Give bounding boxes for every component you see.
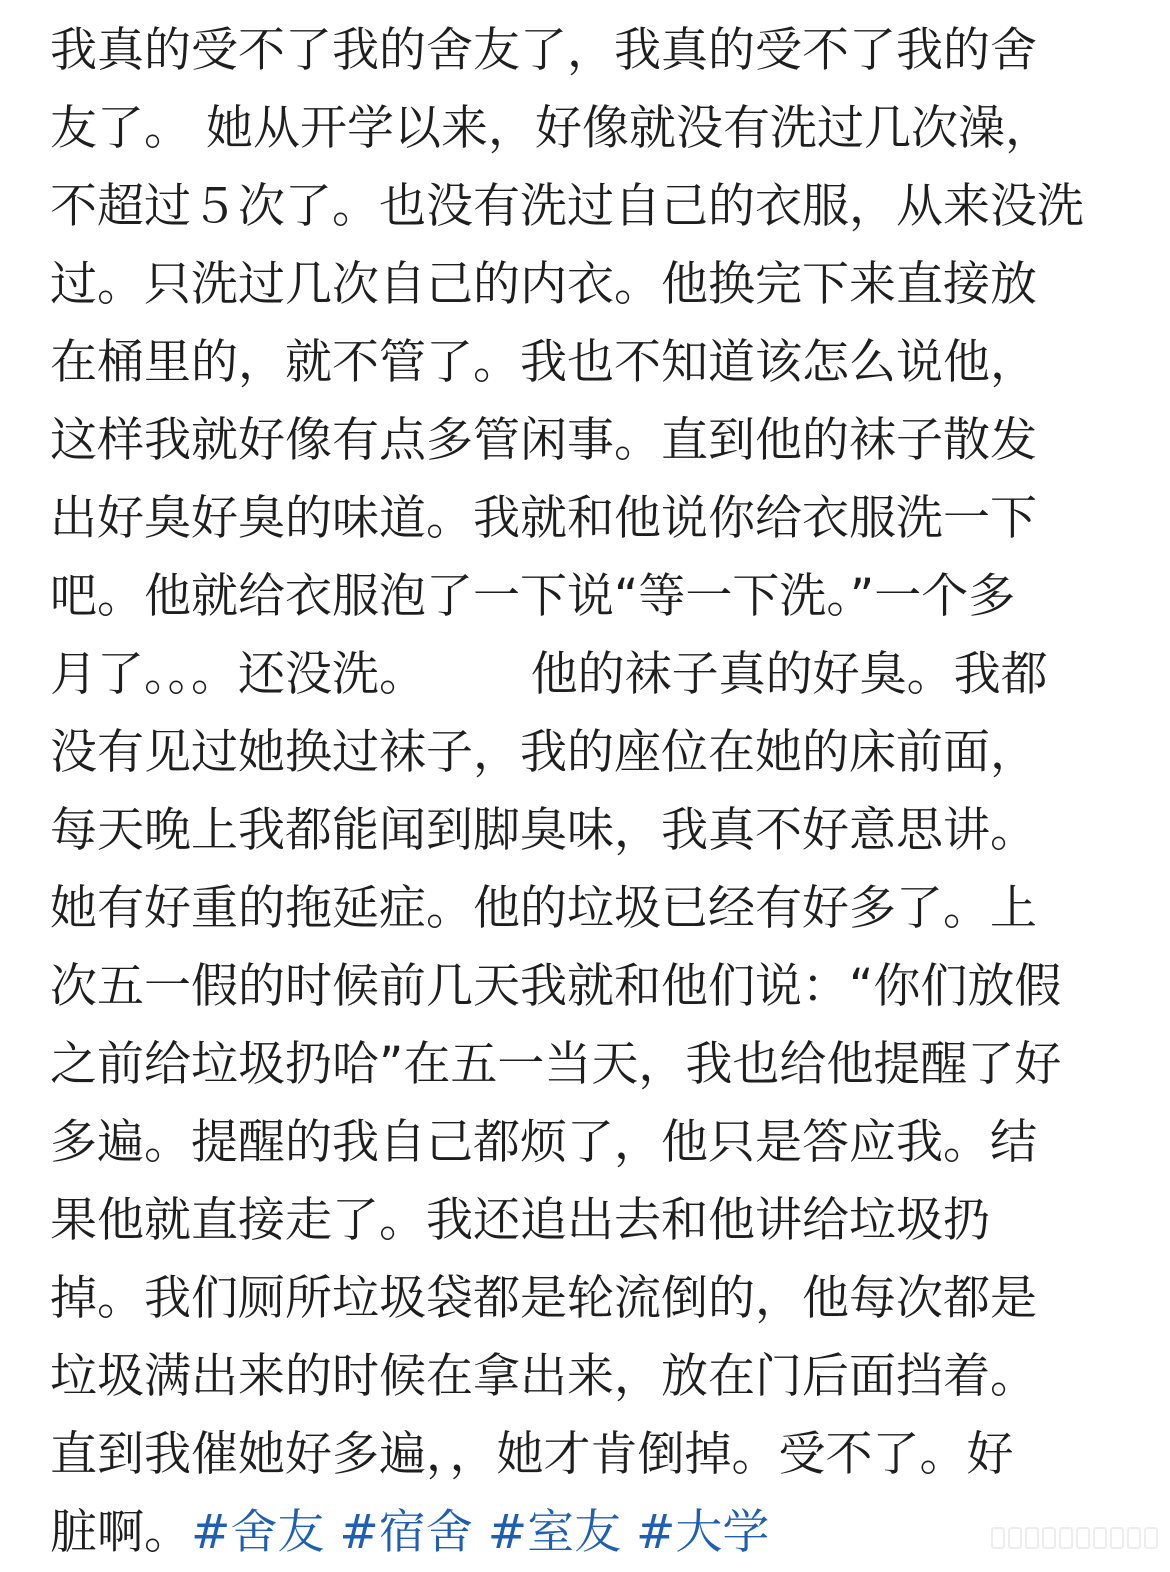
- hashtag-link[interactable]: #宿舍: [339, 1505, 473, 1560]
- post-text-tail: 脏啊。: [50, 1505, 191, 1560]
- post-text-line: 在桶里的，就不管了。我也不知道该怎么说他，: [50, 335, 1037, 390]
- post-text-line: 月了。。。还没洗。 他的袜子真的好臭。我都: [50, 647, 1048, 702]
- post-body: [50, 12, 1125, 1572]
- watermark-glyph: [1110, 1527, 1124, 1549]
- watermark-glyph: [1144, 1527, 1158, 1549]
- hashtag-link[interactable]: #室友: [487, 1505, 622, 1560]
- post-text-line: 过。只洗过几次自己的内衣。他换完下来直接放: [50, 257, 1037, 312]
- post-text-line: 出好臭好臭的味道。我就和他说你给衣服洗一下: [50, 491, 1037, 546]
- post-text-line: 我真的受不了我的舍友了，我真的受不了我的舍: [50, 23, 1037, 78]
- post-text-line: 果他就直接走了。我还追出去和他讲给垃圾扔: [50, 1193, 990, 1248]
- hashtag-link[interactable]: #大学: [636, 1505, 770, 1560]
- watermark: [958, 1521, 1158, 1555]
- watermark-glyph: [991, 1527, 1005, 1549]
- post-text-line: 多遍。提醒的我自己都烦了，他只是答应我。结: [50, 1115, 1037, 1170]
- watermark-glyph: [1059, 1527, 1073, 1549]
- post-text-line: 友了。 她从开学以来，好像就没有洗过几次澡，: [50, 101, 1052, 156]
- watermark-glyph: [1076, 1527, 1090, 1549]
- post-text-line: 没有见过她换过袜子，我的座位在她的床前面，: [50, 725, 1037, 780]
- post-text-line: 吧。他就给衣服泡了一下说“等一下洗。”一个多: [50, 569, 1016, 624]
- post-text-line: 不超过５次了。也没有洗过自己的衣服，从来没洗: [50, 179, 1084, 234]
- post-text-line: 之前给垃圾扔哈”在五一当天，我也给他提醒了好: [50, 1037, 1062, 1092]
- watermark-glyph: [1042, 1527, 1056, 1549]
- watermark-glyph: [1025, 1527, 1039, 1549]
- post-text-line: 她有好重的拖延症。他的垃圾已经有好多了。上: [50, 881, 1037, 936]
- watermark-glyph: [1093, 1527, 1107, 1549]
- hashtag-link[interactable]: #舍友: [191, 1505, 325, 1560]
- post-text-line: 垃圾满出来的时候在拿出来，放在门后面挡着。: [50, 1349, 1037, 1404]
- post-text-line: 掉。我们厕所垃圾袋都是轮流倒的，他每次都是: [50, 1271, 1037, 1326]
- post-text-line: 这样我就好像有点多管闲事。直到他的袜子散发: [50, 413, 1037, 468]
- watermark-glyph: [1008, 1527, 1022, 1549]
- post-text-line: 直到我催她好多遍，，她才肯倒掉。受不了。好: [50, 1427, 1014, 1482]
- post-text-line: 每天晚上我都能闻到脚臭味，我真不好意思讲。: [50, 803, 1037, 858]
- watermark-glyph: [1127, 1527, 1141, 1549]
- post-text-line: 次五一假的时候前几天我就和他们说：“你们放假: [50, 959, 1062, 1014]
